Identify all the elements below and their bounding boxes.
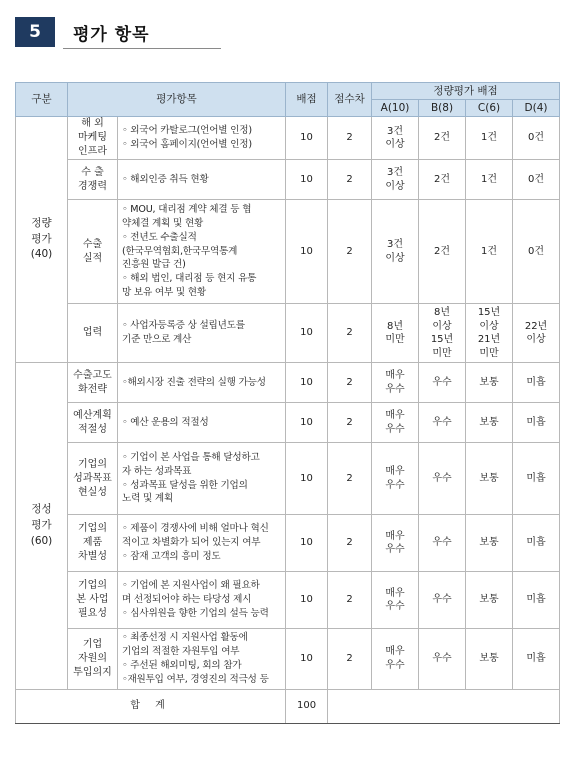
grade-line: 미흡 <box>526 472 546 484</box>
table-row <box>16 363 560 403</box>
grade-cell-d <box>513 629 560 690</box>
grade-cell-c <box>466 403 513 443</box>
criteria-line: 약체결 계획 및 현황 <box>122 217 204 229</box>
header-items: 평가항목 <box>68 83 286 117</box>
criteria-line: ◦ 해외인증 취득 현황 <box>122 173 209 185</box>
grade-line: 매우 <box>385 410 405 421</box>
grade-line: 미흡 <box>526 594 546 606</box>
table-row <box>16 160 560 200</box>
grade-line: 우수 <box>385 601 405 612</box>
subcategory-cell <box>68 117 118 160</box>
criteria-cell <box>118 403 286 443</box>
grade-line: 보통 <box>479 376 499 388</box>
table-row <box>16 629 560 690</box>
grade-line: 매우 <box>385 587 405 599</box>
criteria-line: 기준 만으로 계산 <box>122 334 192 345</box>
grade-line: 8년 <box>434 307 451 318</box>
criteria-line: ◦ 심사위원을 향한 기업의 설득 능력 <box>122 607 269 619</box>
section-number: 5 <box>15 17 55 47</box>
subcategory-cell <box>68 200 118 304</box>
criteria-cell <box>118 117 286 160</box>
title-underline <box>63 48 221 49</box>
grade-cell-d <box>513 572 560 629</box>
grade-cell-a <box>372 629 419 690</box>
score-cell: 10 <box>286 117 328 160</box>
header-grade-b: B(8) <box>419 100 466 117</box>
criteria-line: 진흥원 발급 건) <box>122 259 186 271</box>
header-grade-d: D(4) <box>513 100 560 117</box>
grade-cell-d <box>513 363 560 403</box>
criteria-line: ◦해외시장 진출 전략의 실행 가능성 <box>122 376 266 388</box>
subcategory-cell <box>68 572 118 629</box>
criteria-cell <box>118 515 286 572</box>
score-cell: 10 <box>286 363 328 403</box>
criteria-line: 기업의 적절한 자원투입 여부 <box>122 645 240 657</box>
category-line: 평가 <box>31 518 52 531</box>
score-cell: 10 <box>286 515 328 572</box>
diff-cell: 2 <box>328 443 372 515</box>
grade-cell-b <box>419 160 466 200</box>
header-category: 구분 <box>16 83 68 117</box>
subcategory-cell <box>68 363 118 403</box>
category-line: 정량 <box>31 216 52 229</box>
grade-line: 이상 <box>385 252 405 264</box>
grade-cell-a <box>372 304 419 363</box>
grade-line: 이상 <box>385 180 405 192</box>
grade-cell-b <box>419 572 466 629</box>
subcategory-line: 업력 <box>82 327 103 338</box>
grade-cell-b <box>419 304 466 363</box>
grade-line: 보통 <box>479 594 499 606</box>
subcategory-line: 제품 <box>82 537 103 548</box>
grade-line: 0건 <box>528 245 545 257</box>
criteria-cell <box>118 304 286 363</box>
subcategory-line: 성과목표 <box>73 472 112 484</box>
grade-line: 22년 <box>524 320 548 332</box>
criteria-line: 적이고 차별화가 되어 있는지 여부 <box>122 537 261 549</box>
category-line: 평가 <box>31 232 52 245</box>
subcategory-line: 경쟁력 <box>78 180 107 192</box>
evaluation-table <box>15 82 560 724</box>
grade-cell-c <box>466 160 513 200</box>
criteria-cell <box>118 363 286 403</box>
grade-cell-d <box>513 200 560 304</box>
subcategory-line: 화전략 <box>78 383 107 395</box>
grade-line: 미흡 <box>526 376 546 388</box>
grade-line: 1건 <box>481 245 498 257</box>
criteria-cell <box>118 160 286 200</box>
grade-line: 우수 <box>385 544 405 555</box>
criteria-line: ◦ 잠재 고객의 흥미 정도 <box>122 550 221 562</box>
score-cell: 10 <box>286 572 328 629</box>
table-row <box>16 443 560 515</box>
grade-cell-a <box>372 403 419 443</box>
grade-cell-c <box>466 117 513 160</box>
criteria-line: ◦ 외국어 홈페이지(언어별 인정) <box>122 139 252 150</box>
grade-cell-b <box>419 629 466 690</box>
grade-line: 2건 <box>434 245 451 257</box>
section-heading <box>15 17 221 49</box>
grade-line: 매우 <box>385 466 405 477</box>
grade-line: 매우 <box>385 370 405 381</box>
grade-line: 미만 <box>479 347 499 359</box>
subcategory-cell <box>68 515 118 572</box>
grade-line: 3건 <box>387 239 404 250</box>
score-cell: 10 <box>286 403 328 443</box>
subcategory-cell <box>68 443 118 515</box>
criteria-line: ◦ 외국어 카탈로그(언어별 인정) <box>122 125 252 137</box>
grade-cell-a <box>372 363 419 403</box>
subcategory-line: 수 출 <box>81 166 104 178</box>
criteria-line: (한국무역협회,한국무역통계 <box>122 245 238 257</box>
diff-cell: 2 <box>328 629 372 690</box>
table-row <box>16 515 560 572</box>
subcategory-line: 필요성 <box>78 608 107 619</box>
grade-line: 우수 <box>432 594 452 606</box>
subcategory-line: 해 외 <box>81 118 104 129</box>
score-cell: 10 <box>286 200 328 304</box>
grade-line: 우수 <box>432 376 452 388</box>
grade-line: 우수 <box>432 416 452 428</box>
grade-line: 보통 <box>479 416 499 428</box>
category-line: 정성 <box>31 503 52 516</box>
grade-line: 이상 <box>432 320 452 332</box>
category-line: (40) <box>30 248 53 261</box>
grade-line: 우수 <box>432 537 452 549</box>
score-cell: 10 <box>286 160 328 200</box>
header-grade-c: C(6) <box>466 100 513 117</box>
grade-line: 우수 <box>432 653 452 665</box>
criteria-line: ◦ 최종선정 시 지원사업 활동에 <box>122 632 248 643</box>
grade-line: 15년 <box>477 307 501 318</box>
grade-cell-b <box>419 515 466 572</box>
table-row <box>16 117 560 160</box>
header-quant: 정량평가 배점 <box>372 83 560 100</box>
grade-line: 매우 <box>385 646 405 658</box>
criteria-line: ◦ 제품이 경쟁사에 비해 얼마나 혁신 <box>122 523 269 535</box>
grade-cell-a <box>372 572 419 629</box>
criteria-cell <box>118 200 286 304</box>
subcategory-line: 기업의 <box>78 580 107 591</box>
category-line: (60) <box>30 534 53 547</box>
grade-cell-a <box>372 200 419 304</box>
grade-line: 3건 <box>387 125 404 137</box>
grade-line: 미흡 <box>526 416 546 428</box>
table-row <box>16 200 560 304</box>
grade-line: 보통 <box>479 472 499 484</box>
subcategory-line: 수출고도 <box>73 369 112 381</box>
section-title: 평가 항목 <box>73 25 150 45</box>
grade-line: 이상 <box>385 139 405 150</box>
grade-cell-b <box>419 443 466 515</box>
criteria-line: ◦ 예산 운용의 적절성 <box>122 416 209 428</box>
subcategory-line: 투입의지 <box>73 666 112 678</box>
grade-line: 미흡 <box>526 653 546 665</box>
criteria-line: ◦ 사업자등록증 상 설립년도를 <box>122 320 245 332</box>
grade-line: 이상 <box>479 320 499 332</box>
criteria-line: 노력 및 계획 <box>122 493 174 505</box>
diff-cell: 2 <box>328 403 372 443</box>
subcategory-cell <box>68 629 118 690</box>
score-cell: 10 <box>286 443 328 515</box>
score-cell: 10 <box>286 304 328 363</box>
grade-line: 21년 <box>477 334 501 345</box>
table-row <box>16 403 560 443</box>
grade-cell-d <box>513 117 560 160</box>
grade-cell-c <box>466 443 513 515</box>
grade-line: 미흡 <box>526 537 546 549</box>
criteria-cell <box>118 629 286 690</box>
table-row <box>16 572 560 629</box>
subcategory-cell <box>68 160 118 200</box>
grade-cell-a <box>372 515 419 572</box>
total-label: 합 계 <box>16 689 286 723</box>
grade-line: 보통 <box>479 537 499 549</box>
score-cell: 10 <box>286 629 328 690</box>
grade-line: 2건 <box>434 173 451 185</box>
subcategory-line: 기업 <box>82 638 103 650</box>
grade-cell-a <box>372 160 419 200</box>
grade-cell-d <box>513 403 560 443</box>
table-row <box>16 304 560 363</box>
grade-line: 15년 <box>430 334 454 345</box>
grade-line: 보통 <box>479 653 499 665</box>
subcategory-line: 마케팅 <box>78 132 107 143</box>
criteria-line: 망 보유 여부 및 현황 <box>122 287 206 299</box>
subcategory-line: 현실성 <box>78 486 107 498</box>
subcategory-line: 차별성 <box>78 551 107 562</box>
grade-cell-d <box>513 443 560 515</box>
grade-cell-b <box>419 117 466 160</box>
grade-line: 매우 <box>385 530 405 542</box>
subcategory-line: 적절성 <box>78 423 107 435</box>
header-diff: 점수차 <box>328 83 372 117</box>
grade-line: 3건 <box>387 167 404 178</box>
total-empty <box>328 689 560 723</box>
criteria-line: 자 하는 성과목표 <box>122 465 192 477</box>
grade-cell-a <box>372 117 419 160</box>
grade-cell-c <box>466 200 513 304</box>
grade-cell-c <box>466 304 513 363</box>
header-score: 배점 <box>286 83 328 117</box>
criteria-line: 며 선정되어야 하는 타당성 제시 <box>122 594 252 606</box>
grade-line: 0건 <box>528 173 545 185</box>
total-score: 100 <box>286 689 328 723</box>
subcategory-line: 본 사업 <box>76 594 109 605</box>
grade-cell-b <box>419 363 466 403</box>
grade-line: 우수 <box>385 383 405 395</box>
criteria-line: ◦ 주선된 해외미팅, 회의 참가 <box>122 659 242 671</box>
diff-cell: 2 <box>328 304 372 363</box>
category-cell <box>16 117 68 363</box>
subcategory-cell <box>68 403 118 443</box>
criteria-line: ◦재원투입 여부, 경영진의 적극성 등 <box>122 673 269 685</box>
criteria-line: ◦ 기업에 본 지원사업이 왜 필요하 <box>122 580 260 592</box>
grade-line: 우수 <box>385 659 405 671</box>
subcategory-line: 인프라 <box>78 146 107 157</box>
grade-line: 이상 <box>526 334 546 345</box>
grade-line: 1건 <box>481 173 498 185</box>
grade-cell-b <box>419 200 466 304</box>
grade-line: 0건 <box>528 132 545 144</box>
criteria-line: ◦ 기업이 본 사업을 통해 달성하고 <box>122 451 260 463</box>
diff-cell: 2 <box>328 117 372 160</box>
diff-cell: 2 <box>328 200 372 304</box>
criteria-line: ◦ MOU, 대리점 계약 체결 등 협 <box>122 203 252 215</box>
subcategory-cell <box>68 304 118 363</box>
category-cell <box>16 363 68 690</box>
criteria-line: ◦ 전년도 수출실적 <box>122 231 197 243</box>
grade-line: 2건 <box>434 132 451 144</box>
grade-line: 미만 <box>385 334 405 345</box>
grade-cell-c <box>466 572 513 629</box>
subcategory-line: 자원의 <box>78 652 107 664</box>
grade-line: 8년 <box>387 320 404 332</box>
diff-cell: 2 <box>328 572 372 629</box>
grade-line: 우수 <box>432 472 452 484</box>
criteria-cell <box>118 572 286 629</box>
criteria-cell <box>118 443 286 515</box>
subcategory-line: 예산계획 <box>73 409 112 421</box>
grade-line: 우수 <box>385 479 405 491</box>
diff-cell: 2 <box>328 515 372 572</box>
diff-cell: 2 <box>328 363 372 403</box>
grade-cell-b <box>419 403 466 443</box>
grade-line: 1건 <box>481 132 498 144</box>
total-row <box>16 689 560 723</box>
grade-cell-d <box>513 160 560 200</box>
grade-cell-c <box>466 629 513 690</box>
grade-line: 미만 <box>432 347 452 359</box>
criteria-line: ◦ 해외 법인, 대리점 등 현지 유통 <box>122 273 257 285</box>
subcategory-line: 기업의 <box>78 523 107 534</box>
grade-cell-c <box>466 515 513 572</box>
grade-cell-a <box>372 443 419 515</box>
subcategory-line: 수출 <box>82 238 103 250</box>
grade-line: 우수 <box>385 423 405 435</box>
grade-cell-d <box>513 515 560 572</box>
table-body <box>16 117 560 724</box>
grade-cell-c <box>466 363 513 403</box>
diff-cell: 2 <box>328 160 372 200</box>
criteria-line: ◦ 성과목표 달성을 위한 기업의 <box>122 479 248 491</box>
header-grade-a: A(10) <box>372 100 419 117</box>
subcategory-line: 실적 <box>82 252 103 264</box>
subcategory-line: 기업의 <box>78 458 107 470</box>
grade-cell-d <box>513 304 560 363</box>
